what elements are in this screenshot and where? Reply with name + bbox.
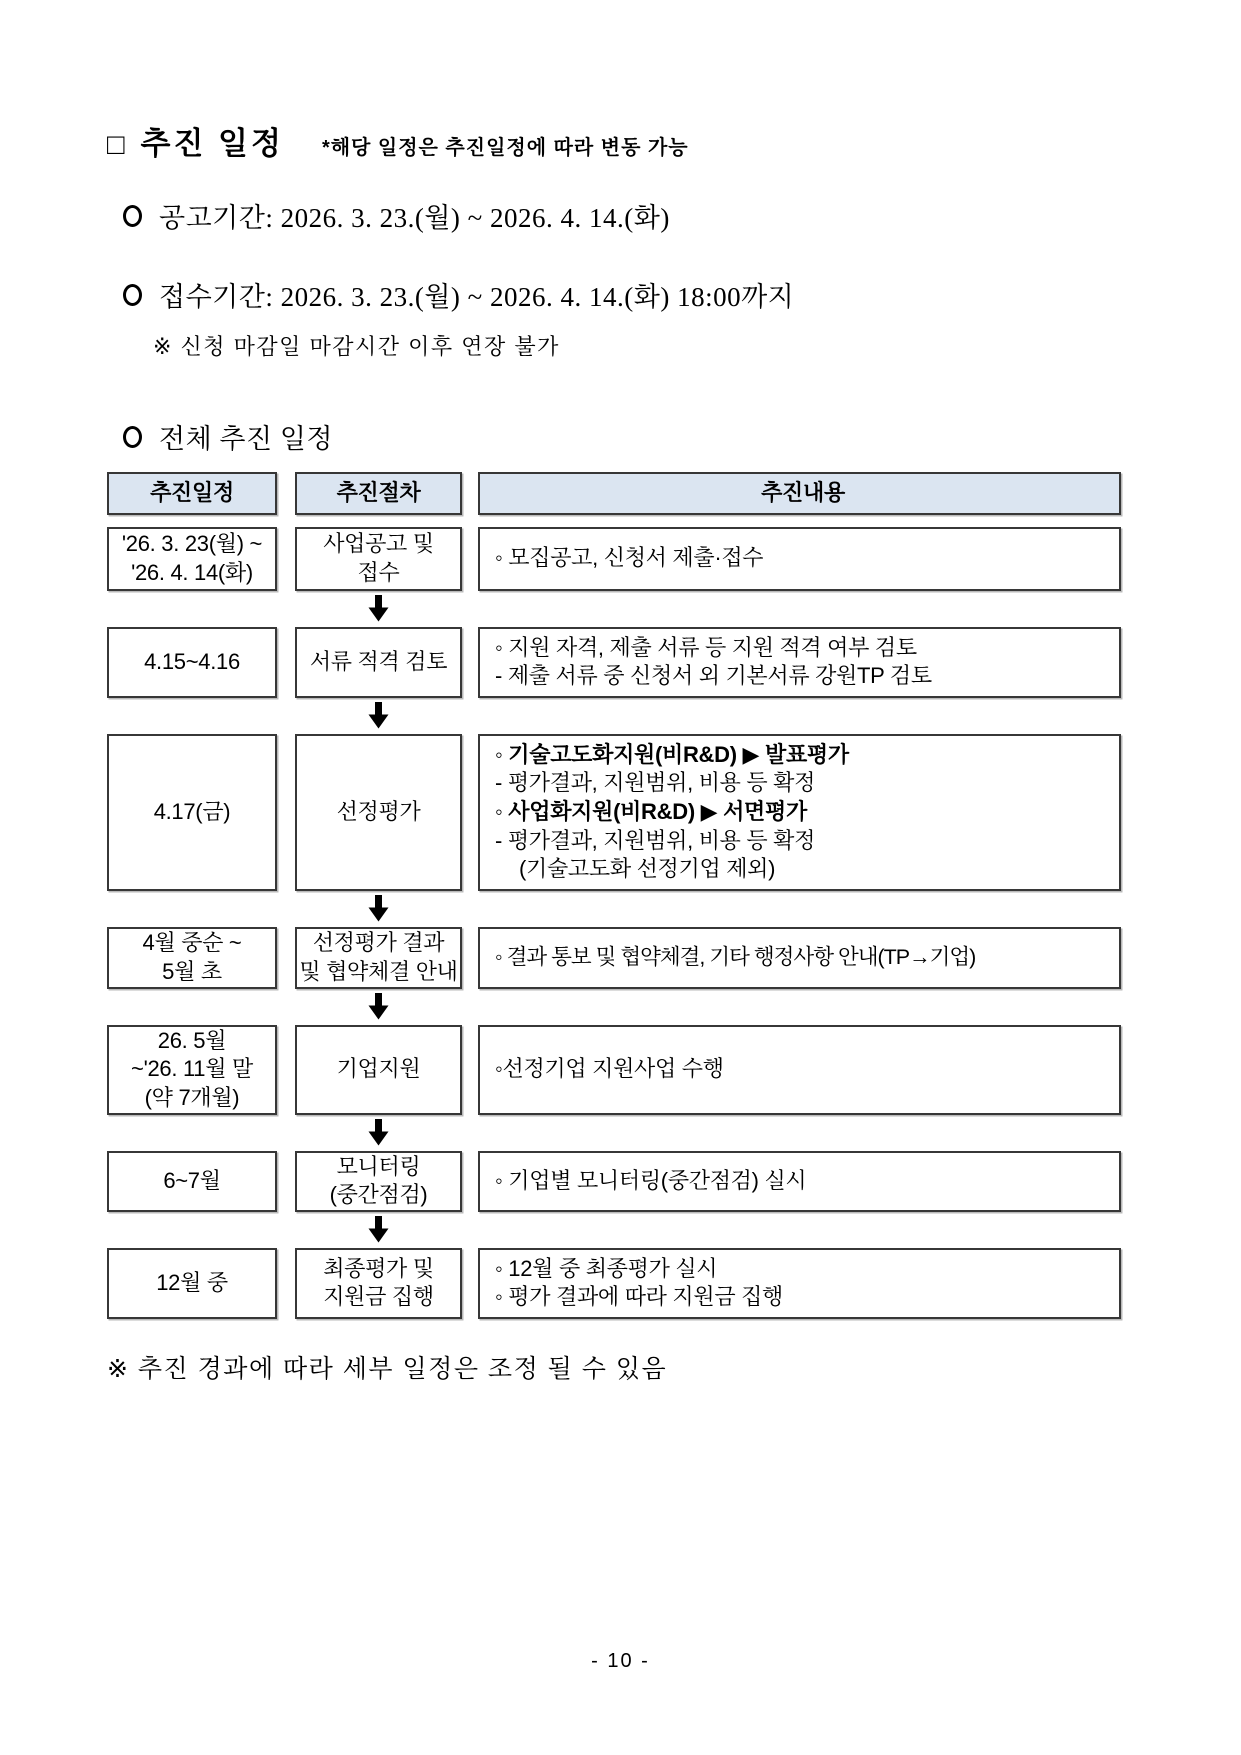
down-arrow-icon: [367, 702, 390, 729]
apply-period-text: 접수기간: 2026. 3. 23.(월) ~ 2026. 4. 14.(화) 18:00까지: [159, 282, 795, 312]
schedule-table: [107, 472, 1123, 1319]
flow-arrow: [295, 1115, 462, 1151]
table-row: [107, 734, 1123, 891]
table-body: [107, 527, 1123, 1319]
cell-line: (약 7개월): [144, 1084, 240, 1110]
down-arrow-icon: [367, 1119, 390, 1146]
flow-arrow: [295, 698, 462, 734]
cell-line: '26. 3. 23(월) ~: [121, 531, 263, 556]
cell-line: ◦ 지원 자격, 제출 서류 등 지원 적격 여부 검토: [495, 634, 917, 660]
overall-schedule-text: 전체 추진 일정: [159, 424, 333, 454]
page-title: 추진 일정: [140, 126, 284, 161]
cell-line: 12월 중: [156, 1270, 228, 1296]
cell-line: ~'26. 11월 말: [131, 1056, 253, 1082]
header-label: 추진일정: [150, 480, 234, 505]
table-row: [107, 927, 1123, 989]
cell-line: - 제출 서류 중 신청서 외 기본서류 강원TP 검토: [495, 663, 932, 689]
header-procedure-cell: [295, 472, 462, 515]
table-row: [107, 1025, 1123, 1115]
overall-schedule-line: [123, 417, 1123, 456]
procedure-cell: [295, 1248, 462, 1319]
table-row: [107, 627, 1123, 698]
content-cell: [478, 734, 1121, 891]
cell-line: ◦선정기업 지원사업 수행: [495, 1056, 724, 1082]
schedule-cell: [107, 1151, 277, 1212]
down-arrow-icon: [367, 595, 390, 622]
header-content-cell: [478, 472, 1121, 515]
down-arrow-icon: [367, 895, 390, 922]
square-bullet-icon: □: [107, 129, 125, 161]
procedure-cell: [295, 927, 462, 989]
table-row: [107, 1151, 1123, 1212]
schedule-cell: [107, 1248, 277, 1319]
cell-line: (기술고도화 선정기업 제외): [519, 856, 776, 882]
cell-line: 사업공고 및: [323, 531, 434, 556]
cell-line: ◦ 기술고도화지원(비R&D) ▶ 발표평가: [495, 741, 849, 767]
cell-line: 4월 중순 ~: [142, 930, 242, 956]
announce-period-text: 공고기간: 2026. 3. 23.(월) ~ 2026. 4. 14.(화): [159, 203, 670, 233]
header-schedule-cell: [107, 472, 277, 515]
down-arrow-icon: [367, 993, 390, 1020]
table-header-row: [107, 472, 1123, 515]
cell-line: 선정평가 결과: [312, 930, 445, 956]
cell-line: 4.17(금): [153, 798, 231, 824]
cell-line: ◦ 기업별 모니터링(중간점검) 실시: [495, 1167, 807, 1193]
apply-deadline-note: ※ 신청 마감일 마감시간 이후 연장 불가: [153, 334, 560, 359]
schedule-cell: [107, 734, 277, 891]
cell-line: ◦ 모집공고, 신청서 제출·접수: [495, 545, 764, 571]
cell-line: (중간점검): [329, 1182, 428, 1208]
cell-line: 및 협약체결 안내: [299, 958, 458, 984]
table-row: [107, 527, 1123, 591]
cell-line: 기업지원: [336, 1056, 421, 1082]
procedure-cell: [295, 734, 462, 891]
cell-line: 서류 적격 검토: [309, 648, 448, 674]
cell-line: ◦ 결과 통보 및 협약체결, 기타 행정사항 안내(TP→기업): [495, 944, 976, 969]
cell-line: 지원금 집행: [323, 1284, 434, 1310]
cell-line: 선정평가: [336, 798, 421, 824]
schedule-cell: [107, 927, 277, 989]
content-cell: [478, 627, 1121, 698]
flow-arrow: [295, 591, 462, 627]
procedure-cell: [295, 527, 462, 591]
cell-line: 4.15~4.16: [144, 648, 240, 674]
schedule-cell: [107, 627, 277, 698]
cell-line: ◦ 평가 결과에 따라 지원금 집행: [495, 1284, 783, 1310]
cell-line: - 평가결과, 지원범위, 비용 등 확정: [495, 770, 816, 796]
cell-line: - 평가결과, 지원범위, 비용 등 확정: [495, 827, 816, 853]
cell-line: 접수: [357, 559, 400, 585]
announce-period-line: [123, 196, 1123, 235]
flow-arrow: [295, 1212, 462, 1248]
content-cell: [478, 1025, 1121, 1115]
apply-period-line: [123, 275, 1123, 314]
content-cell: [478, 927, 1121, 989]
procedure-cell: [295, 627, 462, 698]
header-label: 추진절차: [336, 480, 421, 505]
content-cell: [478, 1151, 1121, 1212]
cell-line: 26. 5월: [157, 1027, 227, 1053]
cell-line: 모니터링: [336, 1153, 421, 1179]
table-row: [107, 1248, 1123, 1319]
flow-arrow: [295, 989, 462, 1025]
flow-arrow: [295, 891, 462, 927]
down-arrow-icon: [367, 1216, 390, 1243]
circle-bullet-icon: [123, 426, 142, 448]
section-title-row: [107, 128, 1123, 160]
content-cell: [478, 1248, 1121, 1319]
schedule-cell: [107, 1025, 277, 1115]
table-footnote: ※ 추진 경과에 따라 세부 일정은 조정 될 수 있음: [107, 1354, 668, 1383]
cell-line: ◦ 12월 중 최종평가 실시: [495, 1255, 718, 1281]
cell-line: '26. 4. 14(화): [131, 559, 253, 585]
content-cell: [478, 527, 1121, 591]
procedure-cell: [295, 1151, 462, 1212]
schedule-cell: [107, 527, 277, 591]
cell-line: 5월 초: [162, 958, 222, 984]
cell-line: 6~7월: [163, 1167, 221, 1193]
cell-line: 최종평가 및: [323, 1255, 434, 1281]
cell-line: ◦ 사업화지원(비R&D) ▶ 서면평가: [495, 798, 807, 824]
circle-bullet-icon: [123, 205, 142, 227]
title-note: *해당 일정은 추진일정에 따라 변동 가능: [321, 137, 689, 159]
circle-bullet-icon: [123, 284, 142, 306]
page-number: - 10 -: [591, 1650, 650, 1672]
header-label: 추진내용: [761, 480, 845, 505]
procedure-cell: [295, 1025, 462, 1115]
